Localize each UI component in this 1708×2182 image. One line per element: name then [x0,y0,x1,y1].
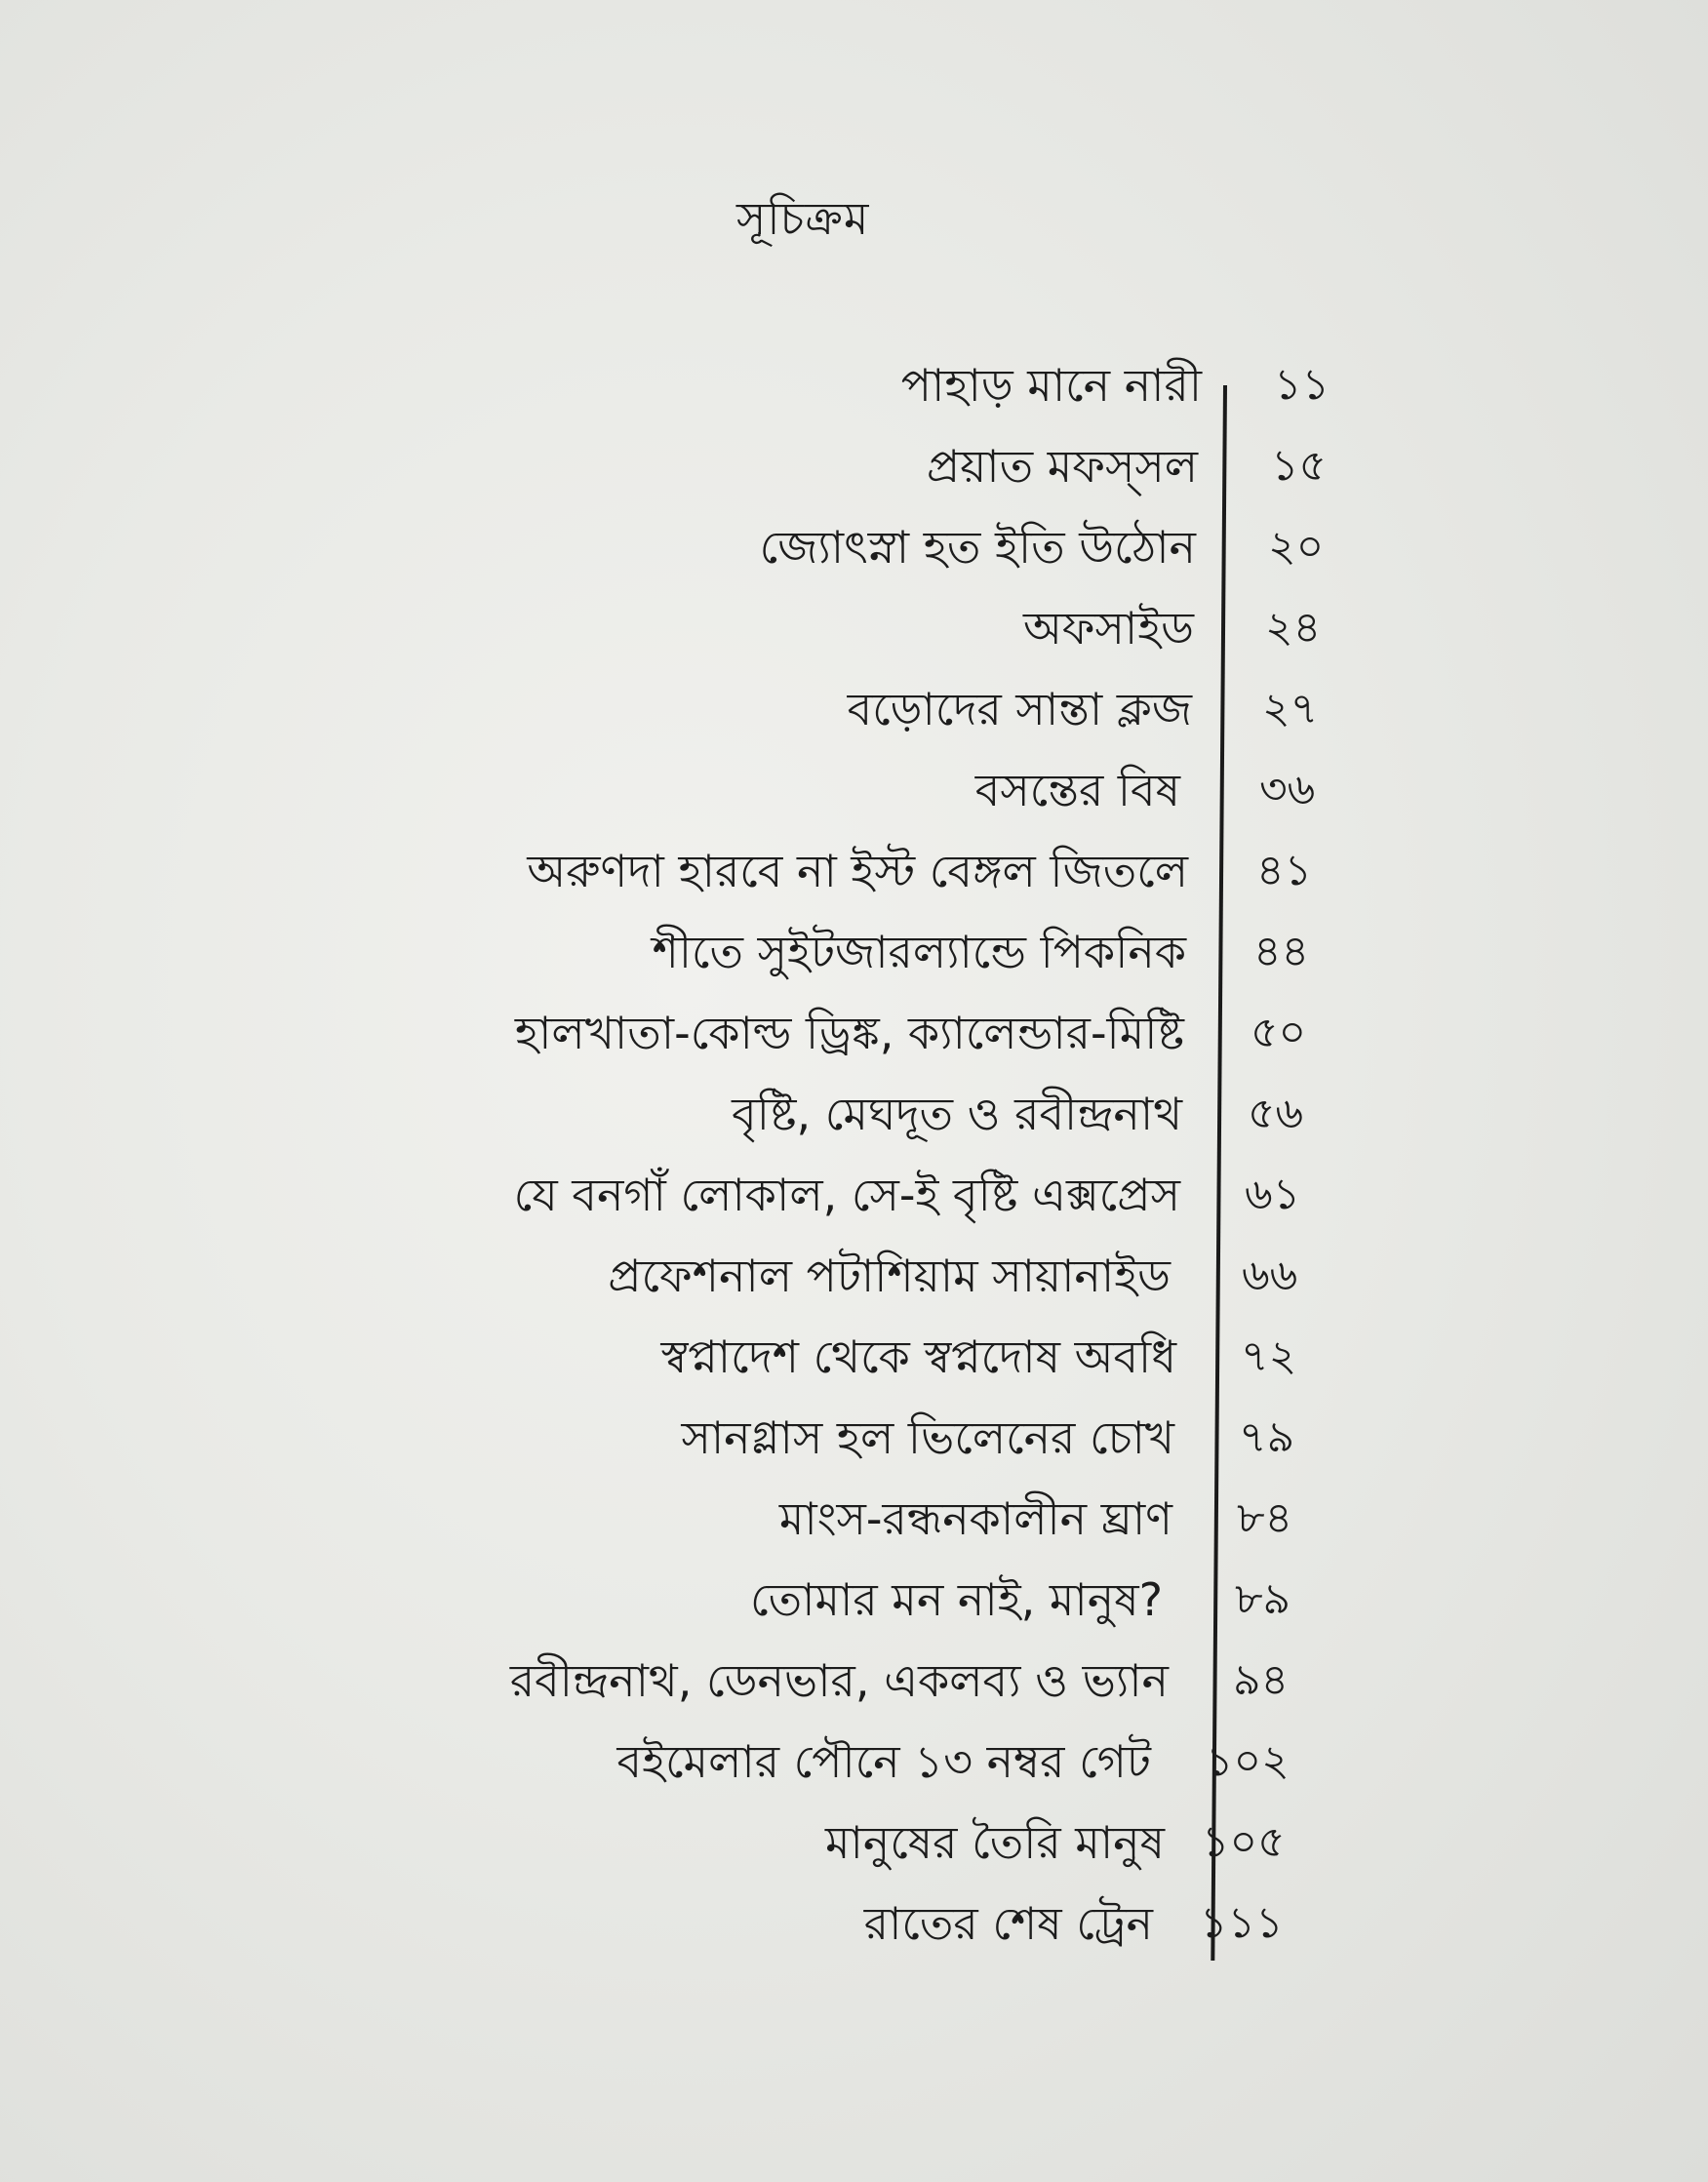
toc-entry [0,756,1180,824]
toc-entry-title: রাতের শেষ ট্রেন [863,1897,1153,1950]
toc-page-number: ২০ [1268,522,1325,572]
toc-page-number: ১১ [1274,360,1331,410]
toc-page-number: ৮৯ [1235,1574,1291,1624]
toc-entry [0,1323,1176,1391]
toc-entry [0,918,1186,986]
toc-page-number: ৬১ [1245,1170,1301,1219]
toc-entry [0,1080,1182,1148]
toc-entry-title: অরুণদা হারবে না ইস্ট বেঙ্গল জিতলে [527,845,1188,897]
toc-entry [0,594,1194,662]
toc-entry-title: বড়োদের সান্তা ক্লজ [847,683,1192,735]
toc-entry-title: বইমেলার পৌনে ১৩ নম্বর গেট [616,1735,1151,1788]
toc-entry-title: স্বপ্নাদেশ থেকে স্বপ্নদোষ অবধি [660,1330,1176,1383]
toc-page-number: ২৭ [1262,684,1319,734]
toc-entry-title: পাহাড় মানে নারী [900,359,1202,412]
toc-entry [0,1161,1180,1229]
toc-page-number: ৬৬ [1242,1250,1298,1300]
toc-page-number: ১১১ [1200,1898,1284,1948]
toc-entry-title: জ্যোৎস্না হত ইতি উঠোন [759,521,1196,574]
toc-entry [0,1646,1169,1715]
toc-entry [0,432,1198,500]
toc-page-number: ২৪ [1265,603,1322,653]
toc-page-number: ১৫ [1271,441,1328,491]
toc-page-number: ১০৫ [1202,1817,1286,1867]
toc-entry-title: বসন্তের বিষ [974,764,1180,816]
toc-entry-title: প্রয়াত মফস্সল [926,440,1198,493]
toc-page-number: ৪৪ [1253,927,1310,976]
toc-entry-title: রবীন্দ্রনাথ, ডেনভার, একলব্য ও ভ্যান [509,1654,1169,1707]
toc-entry [0,675,1192,743]
toc-entry [0,837,1188,905]
toc-entry-title: সানগ্লাস হল ভিলেনের চোখ [681,1411,1174,1464]
toc-page-number: ৫০ [1251,1008,1307,1057]
toc-entry-title: মানুষের তৈরি মানুষ [824,1816,1165,1869]
toc-entry [0,1566,1163,1634]
toc-divider-line [1211,385,1227,1961]
toc-page-number: ৫৬ [1248,1089,1304,1138]
toc-page-number: ১০২ [1206,1736,1290,1786]
toc-page-number: ৮৪ [1237,1493,1293,1543]
toc-page-number: ৪১ [1256,846,1313,895]
toc-entry-title: শীতে সুইটজারল্যান্ডে পিকনিক [652,926,1186,978]
toc-entry [0,1889,1153,1958]
toc-entry-title: অফসাইড [1023,602,1194,655]
toc-page-number: ৭৯ [1239,1412,1295,1462]
toc-entry [0,1808,1165,1877]
toc-page-number: ৩৬ [1259,765,1316,814]
toc-heading: সূচিক্রম [736,192,870,245]
toc-entry-title: তোমার মন নাই, মানুষ? [749,1573,1163,1626]
toc-entry-title: মাংস-রন্ধনকালীন ঘ্রাণ [778,1492,1172,1545]
toc-page-number: ৯৪ [1233,1655,1290,1705]
toc-entry [0,1727,1151,1796]
toc-entry [0,1404,1174,1472]
toc-entry [0,1485,1172,1553]
toc-entry-title: যে বনগাঁ লোকাল, সে-ই বৃষ্টি এক্সপ্রেস [513,1169,1180,1221]
toc-entry [0,351,1202,419]
toc-entry [0,999,1184,1067]
toc-entry-title: বৃষ্টি, মেঘদূত ও রবীন্দ্রনাথ [732,1088,1182,1140]
toc-entry [0,1242,1171,1310]
toc-entry [0,513,1196,581]
toc-entry-title: প্রফেশনাল পটাশিয়াম সায়ানাইড [608,1250,1171,1302]
toc-entry-title: হালখাতা-কোল্ড ড্রিঙ্ক, ক্যালেন্ডার-মিষ্টি [514,1007,1184,1059]
toc-page-number: ৭২ [1241,1331,1297,1381]
